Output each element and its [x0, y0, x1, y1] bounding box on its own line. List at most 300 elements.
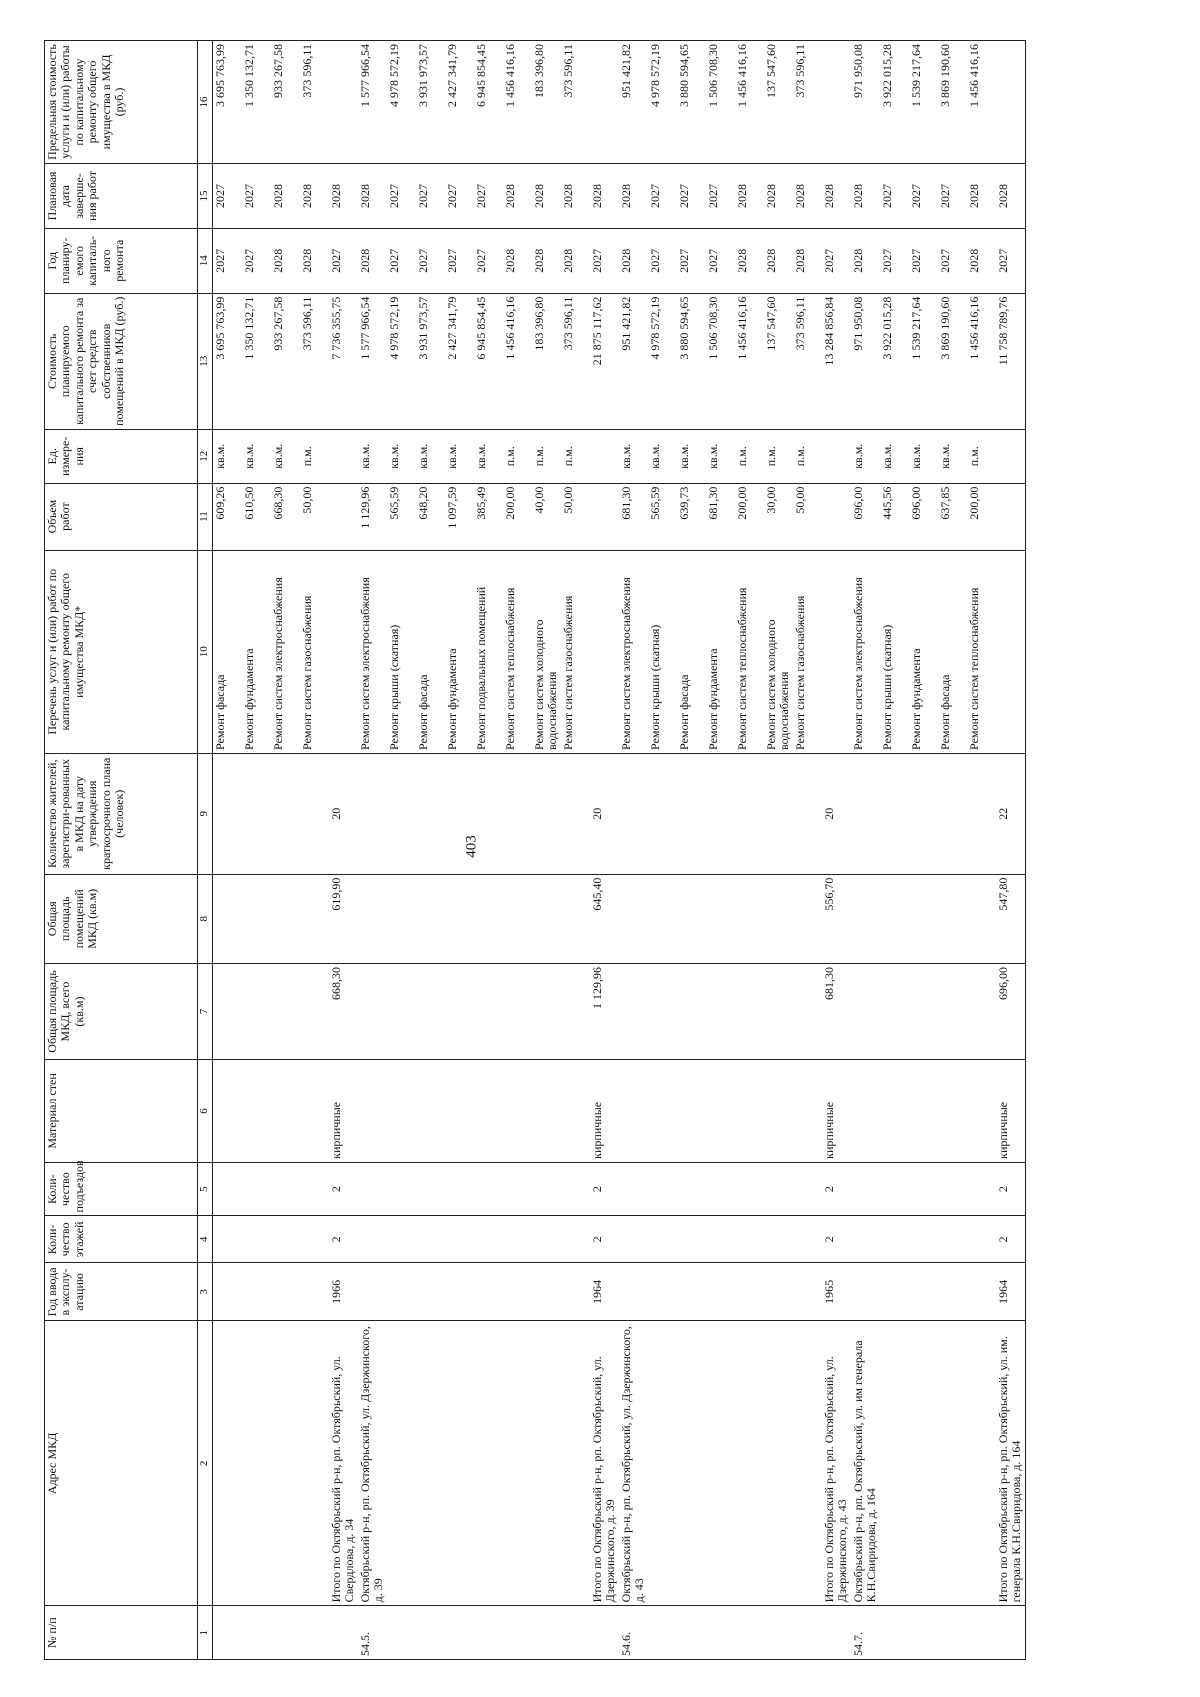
max-cost: 1 456 416,16	[503, 41, 532, 164]
row-number	[880, 1606, 909, 1660]
work-volume: 445,56	[880, 483, 909, 550]
row-number	[271, 1606, 300, 1660]
floors-count	[271, 1216, 300, 1263]
completion-date: 2028	[329, 164, 358, 229]
table-row	[880, 41, 909, 1660]
premises-area	[793, 874, 822, 963]
row-number	[300, 1606, 329, 1660]
commissioning-year	[503, 1263, 532, 1321]
floors-count	[242, 1216, 271, 1263]
column-number: 15	[198, 164, 213, 229]
repair-year: 2028	[793, 228, 822, 293]
row-number	[996, 1606, 1026, 1660]
total-area	[271, 963, 300, 1059]
address-cell	[677, 1321, 706, 1606]
header-cell: Материал стен	[45, 1060, 198, 1163]
completion-date: 2027	[387, 164, 416, 229]
residents-count: 20	[590, 753, 619, 874]
entrances-count	[764, 1162, 793, 1216]
max-cost: 373 596,11	[793, 41, 822, 164]
floors-count	[416, 1216, 445, 1263]
floors-count	[851, 1216, 880, 1263]
premises-area	[474, 874, 503, 963]
premises-area	[416, 874, 445, 963]
floors-count	[880, 1216, 909, 1263]
work-volume	[590, 483, 619, 550]
entrances-count	[735, 1162, 764, 1216]
planned-cost: 1 456 416,16	[735, 293, 764, 429]
address-cell	[909, 1321, 938, 1606]
premises-area: 547,80	[996, 874, 1026, 963]
row-number	[938, 1606, 967, 1660]
work-volume: 50,00	[561, 483, 590, 550]
row-number	[648, 1606, 677, 1660]
planned-cost: 951 421,82	[619, 293, 648, 429]
repair-year: 2027	[909, 228, 938, 293]
unit	[590, 429, 619, 483]
completion-date: 2028	[358, 164, 387, 229]
unit: кв.м.	[677, 429, 706, 483]
table-row	[851, 41, 880, 1660]
wall-material	[648, 1060, 677, 1163]
work-type: Ремонт систем электроснабжения	[358, 550, 387, 753]
planned-cost: 373 596,11	[300, 293, 329, 429]
row-number: 54.5.	[358, 1606, 387, 1660]
completion-date: 2028	[967, 164, 996, 229]
floors-count	[706, 1216, 735, 1263]
repair-year: 2027	[648, 228, 677, 293]
unit: кв.м.	[358, 429, 387, 483]
planned-cost: 1 506 708,30	[706, 293, 735, 429]
unit: кв.м.	[445, 429, 474, 483]
max-cost: 6 945 854,45	[474, 41, 503, 164]
planned-cost: 3 922 015,28	[880, 293, 909, 429]
commissioning-year: 1964	[996, 1263, 1026, 1321]
residents-count	[967, 753, 996, 874]
residents-count	[213, 753, 243, 874]
commissioning-year	[764, 1263, 793, 1321]
repair-year: 2028	[271, 228, 300, 293]
commissioning-year	[300, 1263, 329, 1321]
work-type: Ремонт фасада	[938, 550, 967, 753]
premises-area: 556,70	[822, 874, 851, 963]
completion-date: 2028	[793, 164, 822, 229]
unit: кв.м.	[213, 429, 243, 483]
premises-area	[851, 874, 880, 963]
capital-repair-table	[44, 40, 1026, 1660]
work-type: Ремонт систем теплоснабжения	[503, 550, 532, 753]
repair-year: 2028	[967, 228, 996, 293]
header-cell: Общая площадь МКД, всего (кв.м)	[45, 963, 198, 1059]
commissioning-year	[561, 1263, 590, 1321]
premises-area	[358, 874, 387, 963]
floors-count	[358, 1216, 387, 1263]
completion-date: 2027	[474, 164, 503, 229]
column-number: 2	[198, 1321, 213, 1606]
entrances-count	[532, 1162, 561, 1216]
max-cost: 971 950,08	[851, 41, 880, 164]
premises-area: 645,40	[590, 874, 619, 963]
total-area	[648, 963, 677, 1059]
wall-material	[503, 1060, 532, 1163]
table-row	[996, 41, 1026, 1660]
completion-date: 2028	[735, 164, 764, 229]
commissioning-year	[474, 1263, 503, 1321]
max-cost	[329, 41, 358, 164]
wall-material	[967, 1060, 996, 1163]
wall-material	[271, 1060, 300, 1163]
table-row	[445, 41, 474, 1660]
unit: п.м.	[300, 429, 329, 483]
row-number	[213, 1606, 243, 1660]
entrances-count: 2	[822, 1162, 851, 1216]
repair-year: 2028	[851, 228, 880, 293]
address-cell: Итого по Октябрьский р-н, рп. Октябрьский, ул. Дзержинского, д. 43	[822, 1321, 851, 1606]
work-volume: 637,85	[938, 483, 967, 550]
completion-date: 2028	[764, 164, 793, 229]
entrances-count	[242, 1162, 271, 1216]
total-area: 1 129,96	[590, 963, 619, 1059]
column-number: 5	[198, 1162, 213, 1216]
commissioning-year	[619, 1263, 648, 1321]
table-row	[561, 41, 590, 1660]
commissioning-year	[967, 1263, 996, 1321]
commissioning-year	[358, 1263, 387, 1321]
row-number	[416, 1606, 445, 1660]
completion-date: 2027	[909, 164, 938, 229]
wall-material	[358, 1060, 387, 1163]
total-area	[706, 963, 735, 1059]
work-type: Ремонт систем холодного водоснабжения	[764, 550, 793, 753]
repair-year: 2027	[677, 228, 706, 293]
entrances-count	[938, 1162, 967, 1216]
entrances-count	[909, 1162, 938, 1216]
table-row	[242, 41, 271, 1660]
address-cell: Итого по Октябрьский р-н, рп. Октябрьский, ул. Дзержинского, д. 39	[590, 1321, 619, 1606]
row-number	[822, 1606, 851, 1660]
residents-count	[532, 753, 561, 874]
floors-count	[445, 1216, 474, 1263]
max-cost	[996, 41, 1026, 164]
work-type	[590, 550, 619, 753]
row-number	[764, 1606, 793, 1660]
repair-year: 2028	[561, 228, 590, 293]
completion-date: 2028	[271, 164, 300, 229]
row-number: 54.7.	[851, 1606, 880, 1660]
address-cell	[532, 1321, 561, 1606]
entrances-count	[677, 1162, 706, 1216]
address-cell: Октябрьский р-н, рп. Октябрьский, ул. Дзержинского, д. 39	[358, 1321, 387, 1606]
repair-year: 2027	[996, 228, 1026, 293]
commissioning-year: 1966	[329, 1263, 358, 1321]
unit	[329, 429, 358, 483]
residents-count	[677, 753, 706, 874]
entrances-count	[445, 1162, 474, 1216]
repair-year: 2027	[706, 228, 735, 293]
wall-material	[735, 1060, 764, 1163]
max-cost: 951 421,82	[619, 41, 648, 164]
work-volume: 40,00	[532, 483, 561, 550]
entrances-count: 2	[996, 1162, 1026, 1216]
planned-cost: 373 596,11	[561, 293, 590, 429]
premises-area	[909, 874, 938, 963]
repair-year: 2027	[445, 228, 474, 293]
total-area	[242, 963, 271, 1059]
unit: п.м.	[561, 429, 590, 483]
header-cell: Количество жителей, зарегистри-рованных в МКД на дату утверждения краткосрочного плана (человек)	[45, 753, 198, 874]
work-volume: 696,00	[851, 483, 880, 550]
residents-count	[561, 753, 590, 874]
entrances-count	[271, 1162, 300, 1216]
residents-count	[387, 753, 416, 874]
premises-area	[619, 874, 648, 963]
max-cost: 4 978 572,19	[387, 41, 416, 164]
residents-count	[706, 753, 735, 874]
premises-area	[300, 874, 329, 963]
column-number: 14	[198, 228, 213, 293]
wall-material: кирпичные	[590, 1060, 619, 1163]
residents-count: 22	[996, 753, 1026, 874]
header-cell: Предельная стоимость услуги и (или) работы по капитальному ремонту общего имущества в МКД (руб.)	[45, 41, 198, 164]
column-number: 6	[198, 1060, 213, 1163]
planned-cost: 11 758 789,76	[996, 293, 1026, 429]
entrances-count	[300, 1162, 329, 1216]
work-type: Ремонт систем газоснабжения	[561, 550, 590, 753]
column-number: 16	[198, 41, 213, 164]
completion-date: 2028	[503, 164, 532, 229]
commissioning-year	[793, 1263, 822, 1321]
floors-count	[909, 1216, 938, 1263]
residents-count: 20	[329, 753, 358, 874]
capital-repair-table-wrapper	[44, 40, 1140, 1660]
commissioning-year: 1964	[590, 1263, 619, 1321]
address-cell	[416, 1321, 445, 1606]
total-area	[387, 963, 416, 1059]
row-number	[532, 1606, 561, 1660]
total-area	[967, 963, 996, 1059]
floors-count	[532, 1216, 561, 1263]
column-number: 4	[198, 1216, 213, 1263]
row-number: 54.6.	[619, 1606, 648, 1660]
premises-area	[706, 874, 735, 963]
total-area	[938, 963, 967, 1059]
repair-year: 2027	[329, 228, 358, 293]
completion-date: 2027	[938, 164, 967, 229]
planned-cost: 971 950,08	[851, 293, 880, 429]
repair-year: 2028	[300, 228, 329, 293]
completion-date: 2027	[706, 164, 735, 229]
work-type	[329, 550, 358, 753]
wall-material	[416, 1060, 445, 1163]
max-cost: 137 547,60	[764, 41, 793, 164]
commissioning-year	[532, 1263, 561, 1321]
wall-material	[242, 1060, 271, 1163]
commissioning-year	[648, 1263, 677, 1321]
row-number	[387, 1606, 416, 1660]
residents-count	[880, 753, 909, 874]
residents-count	[416, 753, 445, 874]
total-area	[503, 963, 532, 1059]
table-row	[329, 41, 358, 1660]
max-cost: 373 596,11	[300, 41, 329, 164]
floors-count: 2	[822, 1216, 851, 1263]
work-volume: 200,00	[735, 483, 764, 550]
floors-count	[677, 1216, 706, 1263]
column-number: 1	[198, 1606, 213, 1660]
total-area	[532, 963, 561, 1059]
address-cell	[735, 1321, 764, 1606]
repair-year: 2027	[590, 228, 619, 293]
residents-count	[735, 753, 764, 874]
residents-count	[938, 753, 967, 874]
row-number	[474, 1606, 503, 1660]
repair-year: 2028	[764, 228, 793, 293]
completion-date: 2028	[822, 164, 851, 229]
max-cost: 933 267,58	[271, 41, 300, 164]
address-cell	[967, 1321, 996, 1606]
premises-area	[735, 874, 764, 963]
address-cell	[300, 1321, 329, 1606]
entrances-count	[387, 1162, 416, 1216]
work-volume: 50,00	[300, 483, 329, 550]
floors-count	[764, 1216, 793, 1263]
work-type: Ремонт систем теплоснабжения	[967, 550, 996, 753]
commissioning-year	[387, 1263, 416, 1321]
max-cost: 3 880 594,65	[677, 41, 706, 164]
unit: кв.м.	[416, 429, 445, 483]
address-cell	[793, 1321, 822, 1606]
address-cell: Октябрьский р-н, рп. Октябрьский, ул. им генерала К.Н.Свиридова, д. 164	[851, 1321, 880, 1606]
total-area	[764, 963, 793, 1059]
work-volume: 385,49	[474, 483, 503, 550]
planned-cost: 1 577 966,54	[358, 293, 387, 429]
floors-count	[735, 1216, 764, 1263]
max-cost: 3 869 190,60	[938, 41, 967, 164]
total-area	[735, 963, 764, 1059]
total-area	[561, 963, 590, 1059]
work-volume: 696,00	[909, 483, 938, 550]
work-type: Ремонт систем холодного водоснабжения	[532, 550, 561, 753]
completion-date: 2027	[416, 164, 445, 229]
commissioning-year	[213, 1263, 243, 1321]
entrances-count	[706, 1162, 735, 1216]
residents-count	[242, 753, 271, 874]
planned-cost: 3 880 594,65	[677, 293, 706, 429]
planned-cost: 3 695 763,99	[213, 293, 243, 429]
floors-count	[387, 1216, 416, 1263]
planned-cost: 6 945 854,45	[474, 293, 503, 429]
floors-count	[967, 1216, 996, 1263]
total-area: 696,00	[996, 963, 1026, 1059]
entrances-count	[474, 1162, 503, 1216]
work-volume: 200,00	[503, 483, 532, 550]
unit: кв.м.	[474, 429, 503, 483]
column-number: 8	[198, 874, 213, 963]
premises-area	[242, 874, 271, 963]
planned-cost: 1 456 416,16	[503, 293, 532, 429]
wall-material	[387, 1060, 416, 1163]
floors-count	[561, 1216, 590, 1263]
commissioning-year	[242, 1263, 271, 1321]
premises-area	[967, 874, 996, 963]
repair-year: 2027	[474, 228, 503, 293]
wall-material: кирпичные	[996, 1060, 1026, 1163]
address-cell: Итого по Октябрьский р-н, рп. Октябрьский, ул. Свердлова, д. 34	[329, 1321, 358, 1606]
work-type: Ремонт систем электроснабжения	[271, 550, 300, 753]
wall-material: кирпичные	[822, 1060, 851, 1163]
column-number: 7	[198, 963, 213, 1059]
page-number: 403	[463, 835, 480, 858]
premises-area	[880, 874, 909, 963]
unit: кв.м.	[938, 429, 967, 483]
work-type: Ремонт фасада	[677, 550, 706, 753]
work-volume	[329, 483, 358, 550]
residents-count	[648, 753, 677, 874]
work-volume: 648,20	[416, 483, 445, 550]
address-cell	[474, 1321, 503, 1606]
unit: кв.м.	[387, 429, 416, 483]
max-cost: 1 350 132,71	[242, 41, 271, 164]
table-row	[793, 41, 822, 1660]
entrances-count	[213, 1162, 243, 1216]
table-row	[822, 41, 851, 1660]
premises-area	[271, 874, 300, 963]
wall-material	[793, 1060, 822, 1163]
floors-count	[938, 1216, 967, 1263]
entrances-count	[561, 1162, 590, 1216]
planned-cost: 21 875 117,62	[590, 293, 619, 429]
planned-cost: 1 539 217,64	[909, 293, 938, 429]
table-row	[909, 41, 938, 1660]
premises-area	[561, 874, 590, 963]
entrances-count	[416, 1162, 445, 1216]
unit: кв.м.	[242, 429, 271, 483]
planned-cost: 3 869 190,60	[938, 293, 967, 429]
work-type: Ремонт крыши (скатная)	[880, 550, 909, 753]
total-area	[909, 963, 938, 1059]
repair-year: 2027	[242, 228, 271, 293]
row-number	[793, 1606, 822, 1660]
completion-date: 2027	[213, 164, 243, 229]
entrances-count	[793, 1162, 822, 1216]
row-number	[503, 1606, 532, 1660]
residents-count	[851, 753, 880, 874]
commissioning-year: 1965	[822, 1263, 851, 1321]
work-type: Ремонт крыши (скатная)	[387, 550, 416, 753]
row-number	[329, 1606, 358, 1660]
header-cell: Адрес МКД	[45, 1321, 198, 1606]
planned-cost: 373 596,11	[793, 293, 822, 429]
work-type	[996, 550, 1026, 753]
column-number-row	[198, 41, 213, 1660]
floors-count	[793, 1216, 822, 1263]
repair-year: 2027	[416, 228, 445, 293]
residents-count	[445, 753, 474, 874]
residents-count	[300, 753, 329, 874]
address-cell: Итого по Октябрьский р-н, рп. Октябрьский, ул. им. генерала К.Н.Свиридова, д. 164	[996, 1321, 1026, 1606]
max-cost: 3 931 973,57	[416, 41, 445, 164]
work-type: Ремонт фасада	[213, 550, 243, 753]
premises-area	[764, 874, 793, 963]
row-number	[590, 1606, 619, 1660]
residents-count	[474, 753, 503, 874]
max-cost: 373 596,11	[561, 41, 590, 164]
work-type: Ремонт систем электроснабжения	[851, 550, 880, 753]
unit: п.м.	[532, 429, 561, 483]
entrances-count: 2	[590, 1162, 619, 1216]
header-cell: Перечень услуг и (или) работ по капитальному ремонту общего имущества МКД*	[45, 550, 198, 753]
column-number: 10	[198, 550, 213, 753]
